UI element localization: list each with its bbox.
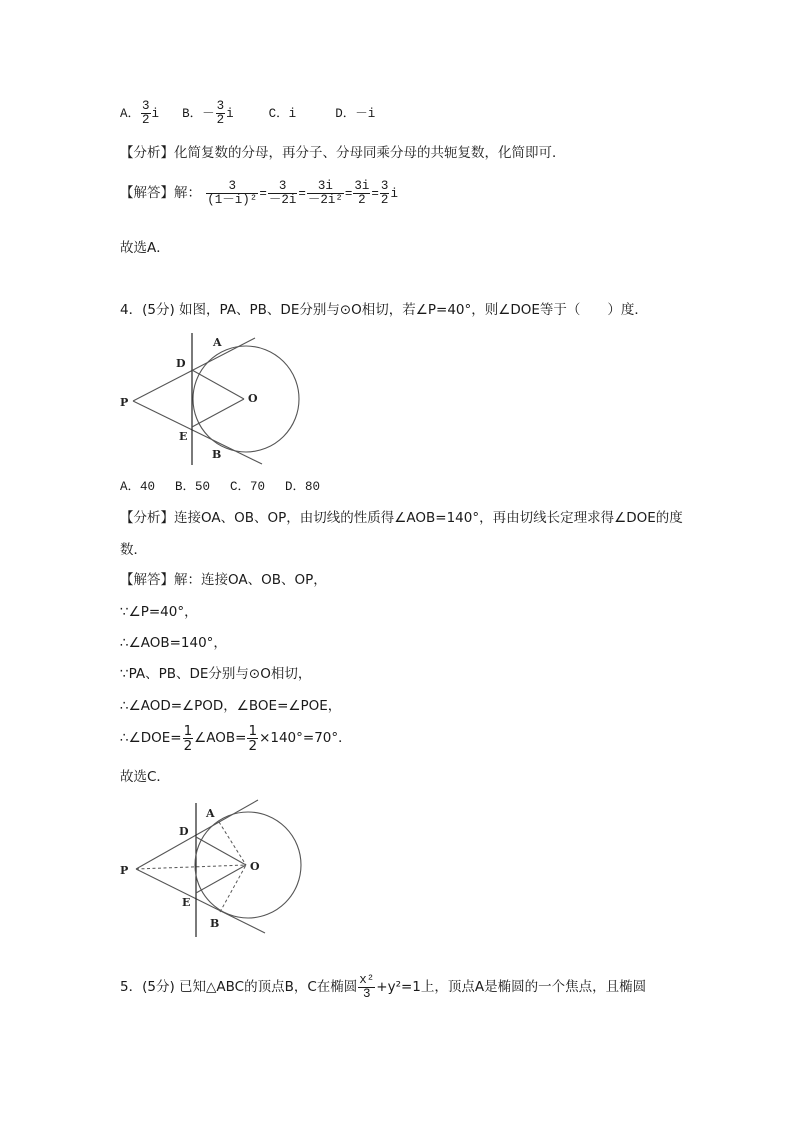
circle-o <box>193 346 299 452</box>
label-p: P <box>120 396 129 409</box>
q4-step-4: ∴∠AOD=∠POD，∠BOE=∠POE， <box>120 698 342 714</box>
eq-fraction-1 <box>206 180 258 207</box>
tangent-pb <box>136 869 265 933</box>
fraction-numerator: 3i <box>354 179 370 193</box>
option-b-tail: i <box>226 106 234 121</box>
q4-figure-2 <box>110 795 310 945</box>
step-tail: ×140°=70°． <box>259 729 352 746</box>
stem-prefix: 5．(5分) 已知△ABC的顶点B，C在椭圆 <box>120 978 358 995</box>
option-b-fraction <box>216 100 226 127</box>
equals-sign: = <box>298 186 306 201</box>
fraction-numerator: 3 <box>268 180 298 194</box>
label-o: O <box>248 392 258 405</box>
option-c: C．i <box>268 106 297 121</box>
fraction-numerator: 3 <box>206 180 258 194</box>
tangent-pb <box>133 401 262 464</box>
equals-sign: = <box>371 186 379 201</box>
q4-figure-1 <box>110 325 310 475</box>
fraction-numerator: x² <box>359 973 375 987</box>
q4-answer: 故选C． <box>120 769 170 785</box>
eq-fraction-4 <box>353 180 370 207</box>
stem-suffix: +y²=1上，顶点A是椭圆的一个焦点，且椭圆 <box>376 978 647 995</box>
eq-fraction-2 <box>268 180 298 207</box>
label-b: B <box>212 448 222 461</box>
analysis-tag: 【分析】 <box>120 510 174 526</box>
q4-analysis-cont: 数． <box>120 542 147 558</box>
option-a-tail: i <box>151 106 160 121</box>
ellipse-fraction <box>358 974 375 1001</box>
segment-oe <box>192 399 244 427</box>
label-e: E <box>179 430 188 443</box>
equals-sign: = <box>344 186 353 201</box>
option-b-sign: － <box>202 106 215 121</box>
q4-options: A．40 B．50 C．70 D．80 <box>120 480 321 494</box>
fraction-numerator: 3 <box>380 179 389 193</box>
q4-analysis <box>120 512 683 526</box>
q4-step-1: ∵∠P=40°， <box>120 604 198 620</box>
eq-tail: i <box>390 186 398 201</box>
label-e: E <box>182 896 191 909</box>
fraction-numerator: 1 <box>183 723 193 739</box>
segment-od <box>196 837 246 865</box>
step-fraction-2 <box>247 724 258 753</box>
step-prefix: ∴∠DOE= <box>120 729 182 746</box>
circle-o <box>195 812 301 918</box>
fraction-denominator: －2i² <box>307 193 343 208</box>
fraction-numerator: 1 <box>248 723 258 739</box>
fraction-denominator: －2i <box>268 193 297 208</box>
q4-stem: 4．(5分) 如图，PA、PB、DE分别与⊙O相切，若∠P=40°，则∠DOE等于（ ）度． <box>120 302 648 318</box>
option-a-fraction <box>141 100 151 127</box>
option-a-label: A． <box>120 106 141 121</box>
label-d: D <box>179 825 189 838</box>
step-mid: ∠AOB= <box>194 729 247 746</box>
solution-tag: 【解答】 <box>120 184 174 201</box>
segment-oe <box>196 865 246 893</box>
q3-analysis <box>120 147 566 161</box>
q3-answer: 故选A． <box>120 240 170 256</box>
fraction-denominator: 2 <box>358 193 366 208</box>
label-o: O <box>250 860 260 873</box>
solution-equation <box>205 180 398 207</box>
fraction-denominator: 3 <box>363 987 371 1002</box>
q3-solution <box>120 180 398 207</box>
q4-step-2: ∴∠AOB=140°， <box>120 635 227 651</box>
tangent-pa <box>136 800 258 869</box>
option-b-label: B． <box>182 106 203 121</box>
solution-text: 解：连接OA、OB、OP， <box>174 572 327 588</box>
fraction-denominator: (1－i)² <box>207 193 258 208</box>
analysis-tag: 【分析】 <box>120 145 174 161</box>
eq-fraction-5 <box>380 180 390 207</box>
fraction-numerator: 3 <box>216 99 225 113</box>
fraction-denominator: 2 <box>183 738 193 755</box>
fraction-numerator: 3 <box>142 99 150 113</box>
label-a: A <box>206 807 215 820</box>
q5-stem <box>120 974 646 1001</box>
analysis-text: 化简复数的分母，再分子、分母同乘分母的共轭复数，化简即可． <box>174 145 566 161</box>
equals-sign: = <box>259 186 267 201</box>
fraction-denominator: 2 <box>380 193 389 208</box>
q4-step-3: ∵PA、PB、DE分别与⊙O相切， <box>120 666 312 682</box>
fraction-numerator: 3i <box>307 180 344 194</box>
q3-options <box>120 100 375 127</box>
label-d: D <box>176 357 186 370</box>
step-fraction-1 <box>183 724 194 753</box>
label-a: A <box>213 336 222 349</box>
solution-lead: 解： <box>174 184 201 201</box>
dashed-op <box>136 865 246 869</box>
q4-step-5 <box>120 724 352 753</box>
label-b: B <box>210 917 220 930</box>
option-d: D．－i <box>335 106 376 121</box>
solution-tag: 【解答】 <box>120 572 174 588</box>
label-p: P <box>120 864 129 877</box>
fraction-denominator: 2 <box>248 738 258 755</box>
eq-fraction-3 <box>307 180 344 207</box>
segment-od <box>192 370 244 399</box>
fraction-denominator: 2 <box>216 113 225 128</box>
fraction-denominator: 2 <box>142 113 150 128</box>
q4-solution <box>120 574 327 588</box>
analysis-text: 连接OA、OB、OP，由切线的性质得∠AOB=140°，再由切线长定理求得∠DOE的度 <box>174 510 683 526</box>
dashed-oa <box>219 822 246 865</box>
